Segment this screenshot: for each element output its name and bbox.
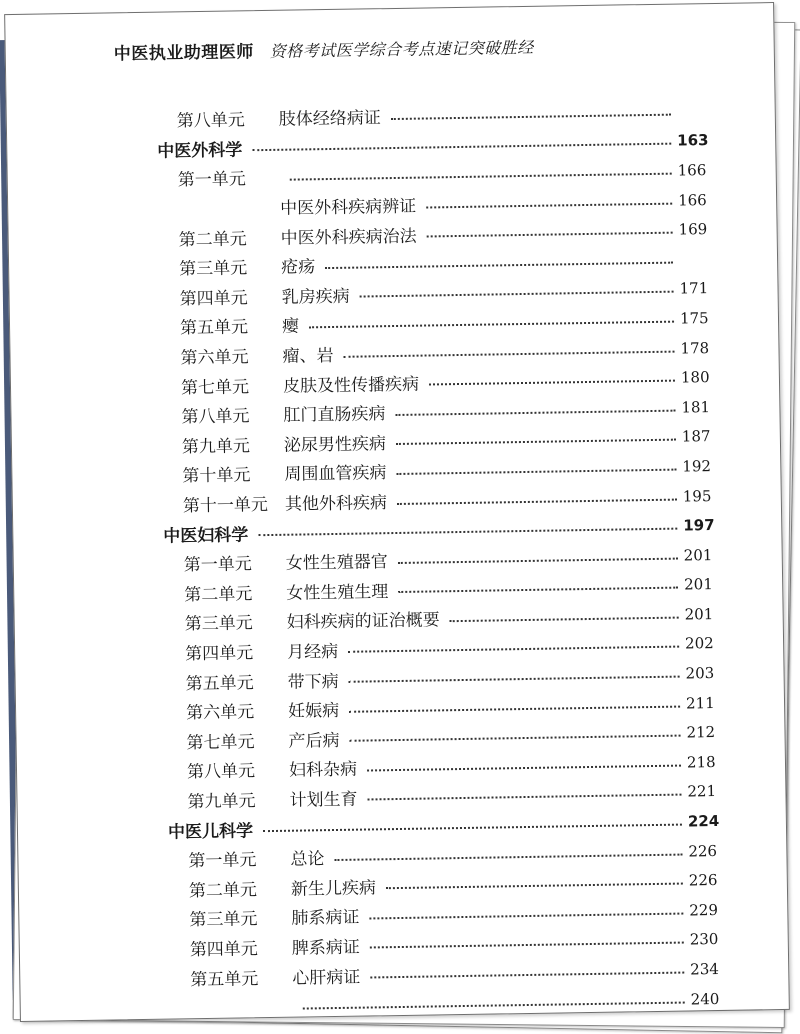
toc-page-number: 171: [679, 279, 709, 298]
toc-page-number: 230: [689, 930, 719, 949]
toc-entry-title: 皮肤及性传播疾病: [282, 374, 420, 397]
toc-page-number: 169: [678, 220, 708, 239]
toc-page-number: 201: [684, 575, 713, 594]
toc-unit-number: 第一单元: [188, 850, 257, 872]
toc-entry-title: 妇科疾病的证治概要: [286, 610, 440, 634]
toc-unit-number: 第八单元: [181, 406, 250, 428]
dot-leader: [370, 972, 684, 979]
dot-leader: [427, 232, 673, 238]
toc-entry-title: 带下病: [287, 671, 339, 693]
toc-unit-number: 第九单元: [187, 791, 256, 813]
toc-entry-title: 肛门直肠疾病: [283, 404, 386, 427]
toc-entry-title: 中医外科疾病辨证: [280, 196, 417, 219]
dot-leader: [350, 735, 681, 742]
toc-section-title: 中医妇科学: [163, 524, 249, 547]
dot-leader: [391, 113, 671, 119]
toc-unit-number: 第八单元: [176, 110, 245, 132]
toc-entry-title: 中医外科疾病治法: [280, 226, 417, 249]
dot-leader: [360, 291, 674, 298]
dot-leader: [398, 557, 678, 563]
toc-entry-title: 新生儿疾病: [290, 878, 377, 900]
toc-unit-number: 第四单元: [189, 939, 259, 961]
toc-page-number: 192: [682, 456, 712, 476]
toc-page-number: 218: [686, 752, 716, 772]
toc-unit-number: 第十一单元: [182, 495, 269, 517]
dot-leader: [349, 705, 680, 712]
dot-leader: [309, 321, 674, 329]
toc-unit-number: 第七单元: [186, 732, 255, 754]
toc-page-number: 224: [687, 812, 720, 831]
toc-unit-number: [178, 206, 280, 208]
toc-entry-title: 妇科杂病: [288, 760, 358, 782]
toc-entry-title: 计划生育: [289, 789, 358, 811]
dot-leader: [368, 794, 682, 801]
toc-page-number: 187: [681, 427, 711, 446]
toc-entry-title: 女性生殖器官: [285, 552, 388, 574]
toc-unit-number: 第一单元: [177, 169, 246, 191]
toc-page-number: 163: [677, 131, 709, 150]
toc-page-number: 202: [684, 634, 714, 653]
toc-unit-number: 第二单元: [184, 584, 253, 606]
toc-page-number: 201: [684, 604, 714, 624]
toc-page-number: 180: [680, 368, 710, 387]
toc-page-number: 203: [685, 664, 715, 683]
toc-unit-number: 第一单元: [183, 554, 252, 576]
dot-leader: [263, 824, 682, 833]
toc-page-number: 197: [683, 516, 715, 535]
toc-unit-number: 第三单元: [179, 258, 248, 280]
toc-page-number: 195: [682, 486, 712, 506]
toc-page-number: 178: [680, 338, 710, 358]
toc-section-title: 中医儿科学: [167, 820, 254, 843]
toc-page-number: 229: [689, 900, 719, 920]
toc-unit-number: 第六单元: [185, 702, 255, 724]
toc-entry-title: 周围血管疾病: [284, 463, 387, 486]
toc-page-number: 166: [677, 190, 707, 210]
dot-leader: [252, 143, 671, 152]
toc-entry-title: 心肝病证: [292, 967, 361, 989]
toc-page-number: [677, 111, 711, 112]
toc-page-number: 234: [690, 960, 720, 979]
dot-leader: [398, 587, 678, 593]
dot-leader: [303, 1001, 685, 1009]
running-header: [114, 33, 534, 65]
toc-entry-title: 产后病: [288, 730, 340, 752]
toc-unit-number: 第九单元: [181, 436, 251, 458]
dot-leader: [344, 350, 675, 357]
toc-unit-number: 第八单元: [186, 761, 256, 783]
dot-leader: [396, 469, 676, 475]
toc-entry-title: 总论: [290, 849, 325, 870]
dot-leader: [334, 853, 682, 860]
toc-entry-title: 肺系病证: [291, 907, 360, 930]
book-subtitle: 资格考试医学综合考点速记突破胜经: [269, 37, 534, 61]
toc-entry-title: 瘿: [281, 316, 300, 338]
toc-page-number: 226: [688, 871, 718, 890]
toc-unit-number: 第五单元: [185, 672, 254, 694]
toc-unit-number: [191, 1005, 293, 1007]
toc-unit-number: 第二单元: [188, 879, 258, 902]
toc-unit-number: 第二单元: [178, 229, 247, 251]
toc-page-number: 181: [681, 397, 711, 417]
toc-page-number: 226: [688, 841, 718, 861]
dot-leader: [386, 883, 683, 890]
toc-unit-number: 第七单元: [180, 376, 250, 399]
toc-page-number: 201: [683, 545, 713, 565]
dot-leader: [429, 380, 675, 386]
book-title: 中医执业助理医师: [113, 42, 254, 65]
dot-leader: [370, 942, 684, 949]
toc-page: [4, 2, 790, 1022]
dot-leader: [395, 409, 675, 415]
toc-entry-title: 瘤、岩: [282, 346, 334, 367]
dot-leader: [426, 202, 672, 208]
toc-entry-title: 疮疡: [280, 257, 316, 279]
dot-leader: [367, 764, 681, 771]
toc-page-number: 221: [687, 782, 717, 801]
toc-page-number: 212: [686, 723, 716, 742]
dot-leader: [290, 173, 672, 181]
toc-entry-title: 脾系病证: [291, 937, 360, 959]
toc-unit-number: 第五单元: [179, 317, 249, 339]
toc-unit-number: 第六单元: [180, 347, 249, 369]
toc-page-number: 240: [690, 989, 720, 1009]
table-of-contents: [7, 95, 789, 1022]
toc-unit-number: 第三单元: [189, 909, 258, 931]
toc-unit-number: 第三单元: [184, 613, 253, 635]
toc-entry-title: 妊娠病: [287, 701, 340, 722]
toc-entry-title: 女性生殖生理: [286, 581, 389, 604]
toc-unit-number: 第四单元: [185, 643, 254, 665]
toc-entry-title: 乳房疾病: [281, 286, 350, 308]
toc-page-number: [679, 259, 713, 260]
dot-leader: [369, 912, 683, 919]
dot-leader: [325, 261, 673, 268]
dot-leader: [397, 498, 677, 504]
dot-leader: [348, 646, 679, 653]
dot-leader: [396, 439, 676, 445]
toc-page-number: 175: [679, 309, 709, 328]
toc-entry-title: 泌尿男性疾病: [283, 433, 387, 456]
toc-entry-title: 其他外科疾病: [284, 493, 388, 515]
toc-entry-title: 月经病: [287, 641, 339, 663]
dot-leader: [450, 616, 679, 622]
toc-unit-number: 第四单元: [179, 288, 248, 310]
dot-leader: [258, 528, 677, 537]
toc-page-number: 166: [677, 161, 707, 180]
toc-page-number: 211: [685, 693, 715, 713]
toc-unit-number: 第十单元: [182, 465, 251, 487]
toc-unit-number: 第五单元: [190, 968, 259, 990]
toc-entry-title: 肢体经络病证: [278, 108, 381, 131]
toc-section-title: 中医外科学: [157, 140, 243, 162]
dot-leader: [349, 676, 680, 683]
